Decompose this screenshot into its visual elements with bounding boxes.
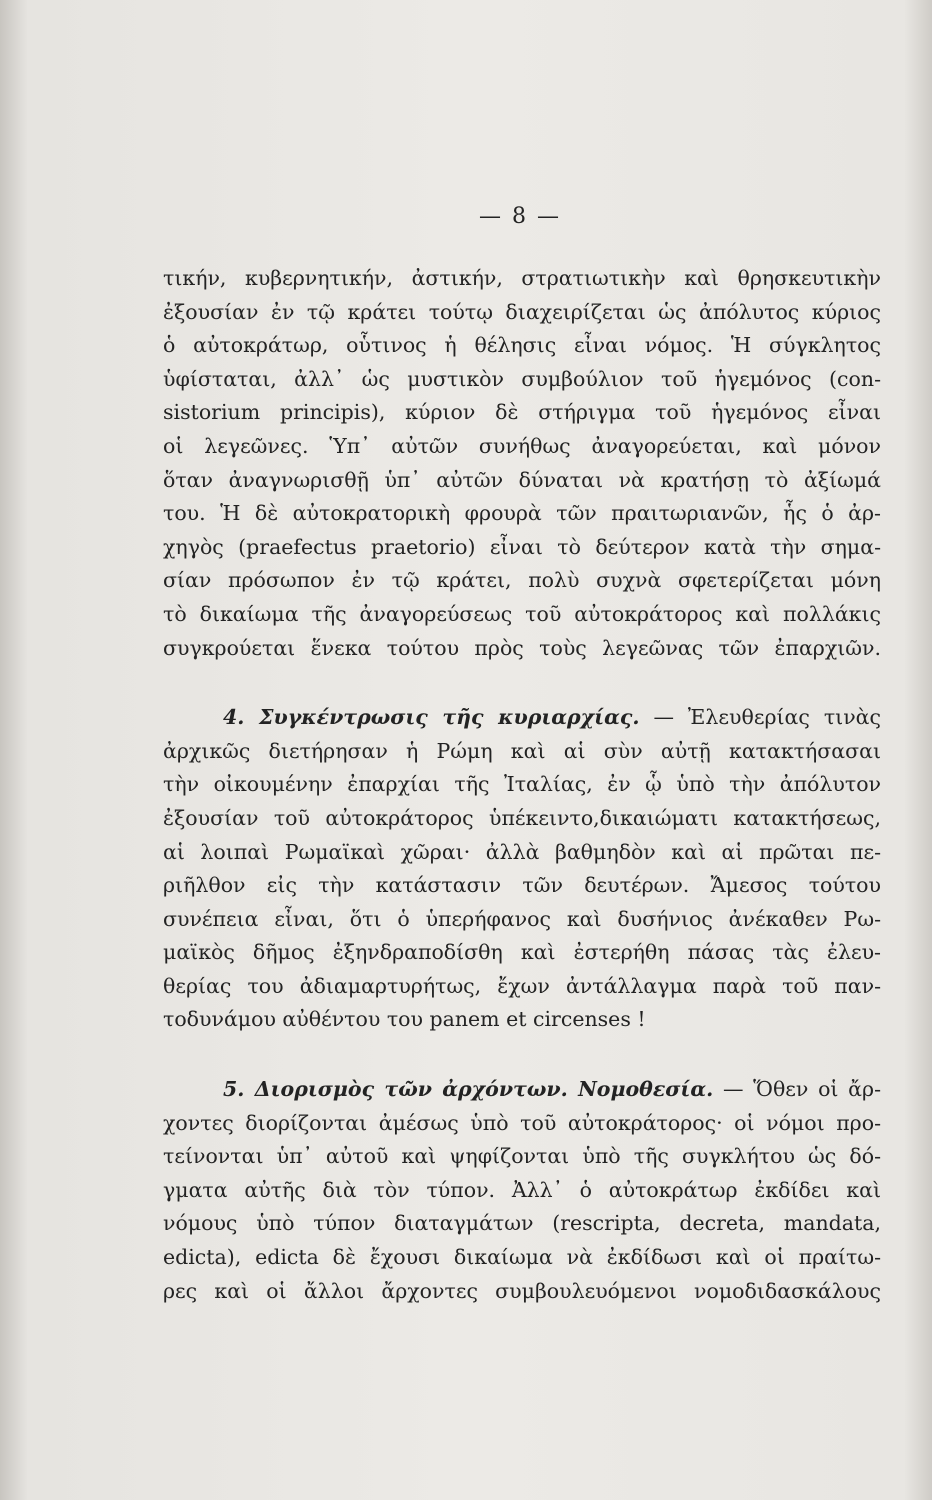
text-line: edicta), edicta δὲ ἔχουσι δικαίωμα νὰ ἐκδίδωσι καὶ οἱ πραίτω- — [163, 1245, 881, 1270]
text-line: αἱ λοιπαὶ Ρωμαϊκαὶ χῶραι· ἀλλὰ βαθμηδὸν καὶ αἱ πρῶται πε- — [163, 839, 881, 864]
text-line: ρες καὶ οἱ ἄλλοι ἄρχοντες συμβουλευόμενοι νομοδιδασκάλους — [163, 1278, 881, 1303]
text-line: συγκρούεται ἕνεκα τούτου πρὸς τοὺς λεγεῶνας τῶν ἐπαρχιῶν. — [163, 635, 881, 660]
text-line: τείνονται ὑπ᾽ αὐτοῦ καὶ ψηφίζονται ὑπὸ τῆς συγκλήτου ὡς δό- — [163, 1144, 881, 1169]
text-line: sistorium principis), κύριον δὲ στήριγμα τοῦ ἡγεμόνος εἶναι — [163, 400, 881, 425]
text-line: ἐξουσίαν τοῦ αὐτοκράτορος ὑπέκειντο,δικαιώματι κατακτήσεως, — [163, 805, 881, 830]
text-line: του. Ἡ δὲ αὐτοκρατορικὴ φρουρὰ τῶν πραιτωριανῶν, ἧς ὁ ἀρ- — [163, 501, 881, 526]
text-line: γματα αὐτῆς διὰ τὸν τύπον. Ἀλλ᾽ ὁ αὐτοκράτωρ ἐκδίδει καὶ — [163, 1177, 881, 1202]
text-line: οἱ λεγεῶνες. Ὑπ᾽ αὐτῶν συνήθως ἀναγορεύεται, καὶ μόνον — [163, 433, 881, 458]
text-line: συνέπεια εἶναι, ὅτι ὁ ὑπερήφανος καὶ δυσήνιος ἀνέκαθεν Ρω- — [163, 906, 881, 931]
section-4-heading: 4. Συγκέντρωσις τῆς κυριαρχίας. — [223, 705, 640, 730]
page-body — [163, 262, 881, 1308]
text-line: σίαν πρόσωπον ἐν τῷ κράτει, πολὺ συχνὰ σφετερίζεται μόνη — [163, 568, 881, 593]
page-number: — 8 — — [479, 204, 561, 229]
text-line: ὑφίσταται, ἀλλ᾽ ὡς μυστικὸν συμβούλιον τοῦ ἡγεμόνος (con- — [163, 366, 881, 391]
text-line: ὁ αὐτοκράτωρ, οὗτινος ἡ θέλησις εἶναι νόμος. Ἡ σύγκλητος — [163, 333, 881, 358]
text-line: χοντες διορίζονται ἀμέσως ὑπὸ τοῦ αὐτοκράτορος· οἱ νόμοι προ- — [163, 1110, 881, 1135]
section-4-first-line — [163, 701, 881, 735]
paragraph-1 — [163, 262, 881, 665]
text-line: ἀρχικῶς διετήρησαν ἡ Ρώμη καὶ αἱ σὺν αὐτῇ κατακτήσασαι — [163, 738, 881, 763]
text-line: ριῆλθον εἰς τὴν κατάστασιν τῶν δευτέρων. Ἄμεσος τούτου — [163, 873, 881, 898]
section-4 — [163, 701, 881, 1037]
section-5-first-line — [163, 1073, 881, 1107]
text-line: τικήν, κυβερνητικήν, ἀστικήν, στρατιωτικὴν καὶ θρησκευτικὴν — [163, 266, 881, 290]
section-5-heading: 5. Διορισμὸς τῶν ἀρχόντων. Νομοθεσία. — [223, 1077, 714, 1102]
text-line: νόμους ὑπὸ τύπον διαταγμάτων (rescripta, decreta, mandata, — [163, 1211, 881, 1236]
text-line: τὸ δικαίωμα τῆς ἀναγορεύσεως τοῦ αὐτοκράτορος καὶ πολλάκις — [163, 601, 881, 626]
section-5 — [163, 1073, 881, 1308]
text-line: τοδυνάμου αὐθέντου του panem et circenses ! — [163, 1007, 646, 1032]
section-4-first-line-text: — Ἐλευθερίας τινὰς — [653, 705, 881, 730]
section-5-first-line-text: — Ὅθεν οἱ ἄρ- — [722, 1077, 881, 1102]
text-line: χηγὸς (praefectus praetorio) εἶναι τὸ δεύτερον κατὰ τὴν σημα- — [163, 534, 881, 559]
text-line: ἐξουσίαν ἐν τῷ κράτει τούτῳ διαχειρίζεται ὡς ἀπόλυτος κύριος — [163, 299, 881, 324]
text-line: ὅταν ἀναγνωρισθῇ ὑπ᾽ αὐτῶν δύναται νὰ κρατήσῃ τὸ ἀξίωμά — [163, 467, 881, 492]
text-line: θερίας του ἀδιαμαρτυρήτως, ἔχων ἀντάλλαγμα παρὰ τοῦ παν- — [163, 973, 881, 998]
text-line: μαϊκὸς δῆμος ἐξηνδραποδίσθη καὶ ἐστερήθη πάσας τὰς ἐλευ- — [163, 940, 881, 965]
text-line: τὴν οἰκουμένην ἐπαρχίαι τῆς Ἰταλίας, ἐν ᾧ ὑπὸ τὴν ἀπόλυτον — [163, 772, 881, 797]
